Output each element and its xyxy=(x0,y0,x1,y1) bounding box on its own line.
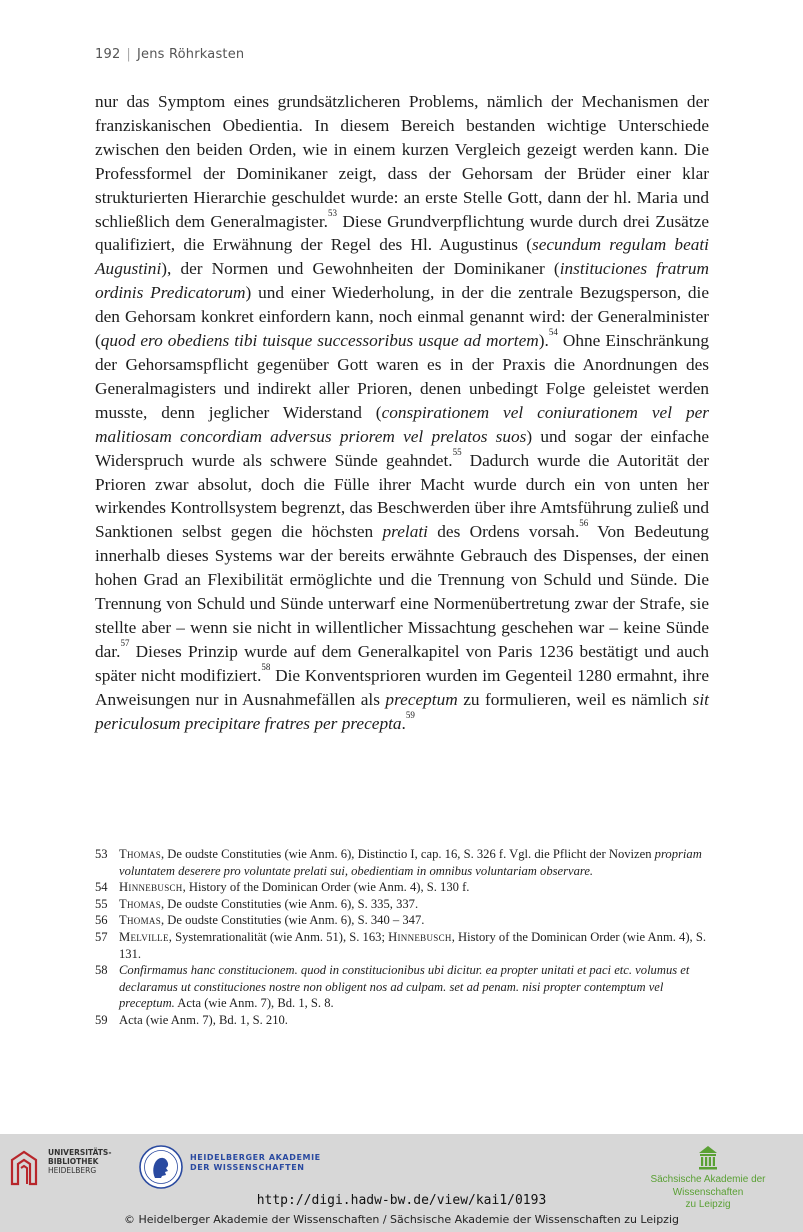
text-run: Von Bedeutung innerhalb dieses Systems war der bereits erwähnte Gebrauch des Dispenses, der einen hohen Grad an Flexibilität ermöglichte und die Trennung von Schuld und Sünde. Die Trennung von Schuld und Sünde unterwarf eine Normenübertretung zwar der Strafe, sie stellte aber – wenn sie nicht in willentlicher Missachtung geschehen war – keine Sünde dar. xyxy=(95,522,709,661)
footnote-ref-53: 53 xyxy=(327,207,337,218)
footnote-ref-57: 57 xyxy=(120,637,130,648)
footnote-ref-58: 58 xyxy=(261,661,271,672)
footnote-ref-55: 55 xyxy=(452,446,462,457)
text-run: ), der Normen und Gewohnheiten der Dominikaner ( xyxy=(161,259,560,279)
author-name: Thomas xyxy=(119,913,161,928)
latin-quote: prelati xyxy=(382,522,428,542)
footnote-number: 56 xyxy=(95,913,108,928)
footnote-53 xyxy=(95,846,709,879)
logo-text: HEIDELBERGER AKADEMIE xyxy=(190,1153,321,1162)
logo-text: HEIDELBERG xyxy=(48,1166,97,1175)
logo-text: DER WISSENSCHAFTEN xyxy=(190,1163,305,1172)
saxon-academy-building-logo-icon xyxy=(697,1144,719,1170)
text-run: zu formulieren, weil es nämlich xyxy=(457,689,693,709)
footnote-number: 54 xyxy=(95,880,108,895)
author-name: Thomas xyxy=(119,896,161,911)
logo-text: zu Leipzig xyxy=(685,1199,731,1210)
logo-text: BIBLIOTHEK xyxy=(48,1157,99,1166)
latin-quote: sit periculosum precipitare fratres per precepta xyxy=(95,689,709,733)
logo-text: Sächsische Akademie der Wissenschaften xyxy=(650,1174,766,1198)
footnote-55 xyxy=(95,896,709,913)
footnote-text: , History of the Dominican Order (wie Anm. 4), S. 130 f. xyxy=(182,880,470,895)
author-name: Hinnebusch xyxy=(388,929,452,944)
author-name: Melville xyxy=(119,929,169,944)
university-library-name xyxy=(48,1148,111,1175)
footnote-56 xyxy=(95,912,709,929)
text-run: Dieses Prinzip wurde auf dem Generalkapitel von Paris 1236 bestätigt und auch später nicht modifiziert. xyxy=(95,641,709,685)
text-run: ) und einer Wiederholung, in der die zentrale Bezugsperson, die den Gehorsam konkret einfordern kann, noch einmal genannt wird: der Generalminister ( xyxy=(95,283,709,351)
footnote-ref-54: 54 xyxy=(548,327,558,338)
footnote-text: , De oudste Constituties (wie Anm. 6), S. 335, 337. xyxy=(161,896,419,911)
footnote-57 xyxy=(95,929,709,962)
author-name: Hinnebusch xyxy=(119,880,183,895)
latin-quote: Confirmamus hanc constitucionem. quod in constitucionibus ubi dicitur. ea propter unitati et paci etc. volumus et declaramus ut constituciones nostre non obligent nos ad culpam. set ad penam. nisi propter contemptum vel preceptum. xyxy=(119,963,690,1011)
author-name: Thomas xyxy=(119,847,161,861)
footnote-ref-56: 56 xyxy=(579,518,589,529)
latin-quote: secundum regulam beati Augustini xyxy=(95,235,709,279)
text-run: ) und sogar der einfache Widerspruch wurde als schwere Sünde geahndet. xyxy=(95,426,710,470)
page-number: 192 xyxy=(95,47,121,62)
text-run: des Ordens vorsah. xyxy=(427,522,580,542)
footnote-text: , De oudste Constituties (wie Anm. 6), S. 340 – 347. xyxy=(161,913,425,928)
footnote-text: , De oudste Constituties (wie Anm. 6), Distinctio I, cap. 16, S. 326 f. Vgl. die Pflicht der Novizen xyxy=(161,847,655,861)
footnote-59 xyxy=(95,1012,709,1029)
running-header xyxy=(95,47,244,62)
latin-quote: preceptum xyxy=(385,689,458,709)
logo-text: UNIVERSITÄTS- xyxy=(48,1148,112,1157)
footnote-54 xyxy=(95,879,709,896)
footnote-number: 59 xyxy=(95,1012,108,1027)
text-run: Die Konventsprioren wurden im Gegenteil 1280 ermahnt, ihre Anweisungen nur in Ausnahmefällen als xyxy=(95,665,709,709)
heidelberg-academy-name xyxy=(190,1153,321,1173)
footnote-text: , Systemrationalität (wie Anm. 51), S. 163; xyxy=(168,929,389,944)
latin-quote: quod ero obediens tibi tuisque successoribus usque ad mortem xyxy=(100,331,539,351)
academy-seal-logo-icon xyxy=(138,1144,184,1190)
copyright-notice: © Heidelberger Akademie der Wissenschaften / Sächsische Akademie der Wissenschaften zu Leipzig xyxy=(123,1213,679,1226)
permalink-url[interactable]: http://digi.hadw-bw.de/view/kai1/0193 xyxy=(256,1193,547,1208)
running-author: Jens Röhrkasten xyxy=(137,47,245,62)
footnote-text: Acta (wie Anm. 7), Bd. 1, S. 210. xyxy=(119,1012,288,1027)
heidelberg-academy-logo[interactable] xyxy=(138,1144,328,1190)
footnote-number: 58 xyxy=(95,963,108,978)
university-library-logo[interactable] xyxy=(10,1146,120,1186)
main-text xyxy=(95,90,709,735)
latin-quote: propriam voluntatem deserere pro voluntate prelati sui, obedientiam in omnibus voluntariam observare. xyxy=(119,847,702,878)
footnotes xyxy=(95,846,709,1029)
footnote-text: , History of the Dominican Order (wie Anm. 4), S. 131. xyxy=(119,929,706,961)
footnote-number: 53 xyxy=(95,847,108,861)
text-run: Diese Grundverpflichtung wurde durch drei Zusätze qualifiziert, die Erwähnung der Regel des Hl. Augustinus ( xyxy=(95,211,709,255)
text-run: Ohne Einschränkung der Gehorsamspflicht gegenüber Gott waren es in der Praxis die Anordnungen des Generalmagisters und indirekt aller Prioren, denen unbedingt Folge geleistet werden musste, denn jeglicher Widerstand ( xyxy=(95,331,709,422)
footnote-number: 57 xyxy=(95,929,108,944)
university-library-logo-icon xyxy=(10,1146,40,1186)
paragraph xyxy=(95,90,709,735)
footnote-number: 55 xyxy=(95,896,108,911)
header-separator: | xyxy=(126,47,132,62)
text-run: ). xyxy=(538,331,549,351)
footnote-ref-59: 59 xyxy=(405,709,415,720)
text-run: nur das Symptom eines grundsätzlicheren Problems, nämlich der Mechanismen der franziskanischen Obedientia. In diesem Bereich bestanden wichtige Unterschiede zwischen den beiden Orden, wie in einem kurzen Vergleich gezeigt werden kann. Die Professformel der Dominikaner zeigt, dass der Gehorsam der Brüder einer klar strukturierten Hierarchie geschuldet wurde: an erste Stelle Gott, dann der hl. Maria und schließlich dem Generalmagister. xyxy=(95,92,709,231)
latin-quote: conspirationem vel coniurationem vel per malitiosam concordiam adversus priorem vel prelatos suos xyxy=(95,402,709,446)
footnote-58 xyxy=(95,962,709,1012)
text-run: . xyxy=(401,713,406,733)
footnote-text: Acta (wie Anm. 7), Bd. 1, S. 8. xyxy=(174,996,334,1011)
text-run: Dadurch wurde die Autorität der Prioren zwar absolut, doch die Fülle ihrer Macht wurde durch ein von unten her wirkendes Kontrollsystem begrenzt, das Beschwerden über ihre Amtsführung zuließ und Sanktionen selbst gegen die höchsten xyxy=(95,450,709,542)
latin-quote: instituciones fratrum ordinis Predicatorum xyxy=(95,259,709,303)
